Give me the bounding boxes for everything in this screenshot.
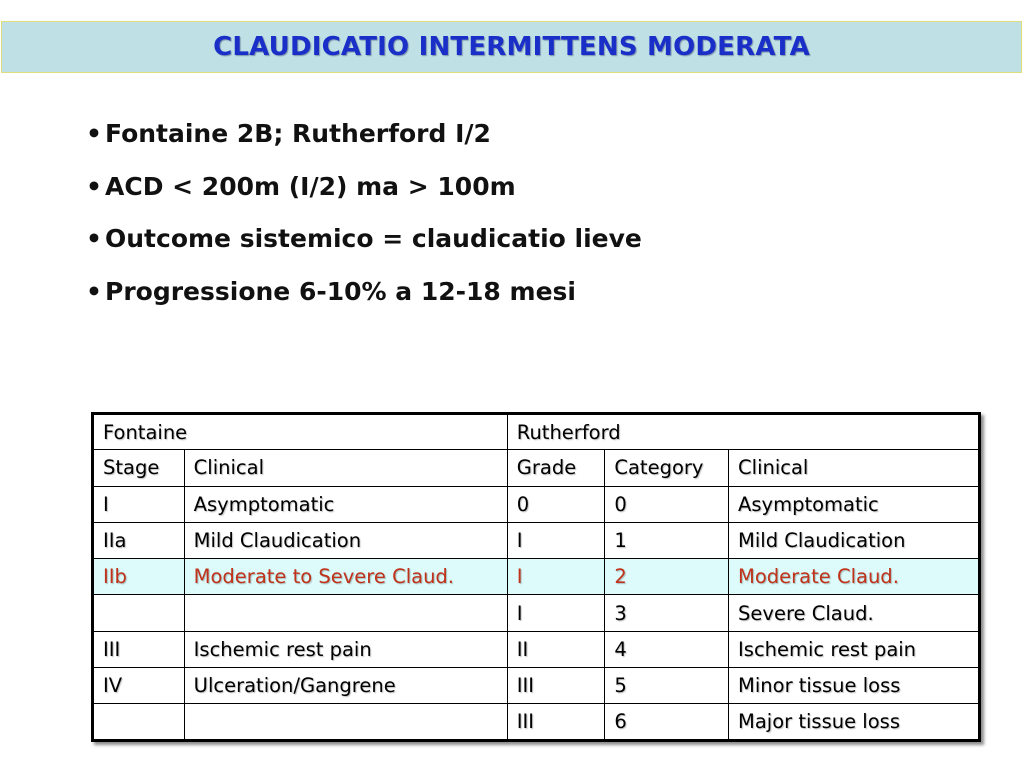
table-cell: III: [507, 704, 605, 740]
table-cell: Severe Claud.: [729, 595, 980, 631]
table-cell: Minor tissue loss: [729, 668, 980, 704]
table-row: [93, 522, 980, 558]
table-cell: 6: [605, 704, 729, 740]
classification-table: [91, 412, 981, 742]
table-cell: 0: [507, 486, 605, 522]
highlighted-table-row: [93, 559, 980, 595]
table-cell: 0: [605, 486, 729, 522]
bullet-item: [86, 270, 642, 323]
table-cell: [93, 595, 185, 631]
table-row: [93, 486, 980, 522]
table-row: [93, 704, 980, 740]
table-row: [93, 631, 980, 667]
table-cell: Mild Claudication: [184, 522, 507, 558]
slide-title: CLAUDICATIO INTERMITTENS MODERATA: [213, 32, 810, 62]
bullet-text: ACD < 200m (I/2) ma > 100m: [105, 171, 516, 201]
title-bar: [1, 21, 1022, 73]
table-cell: Ischemic rest pain: [184, 631, 507, 667]
rutherford-header: Rutherford: [507, 414, 979, 450]
column-header: Clinical: [184, 450, 507, 486]
table-cell: 4: [605, 631, 729, 667]
table-cell: Mild Claudication: [729, 522, 980, 558]
column-header: Category: [605, 450, 729, 486]
bullet-item: [86, 165, 642, 218]
table-cell: 2: [605, 559, 729, 595]
table-cell: I: [507, 559, 605, 595]
table-cell: [184, 704, 507, 740]
bullet-list: [86, 112, 642, 322]
table-cell: III: [93, 631, 185, 667]
bullet-marker: •: [86, 224, 102, 253]
table-cell: I: [507, 522, 605, 558]
table-cell: IIa: [93, 522, 185, 558]
bullet-marker: •: [86, 276, 102, 306]
table-row: [93, 668, 980, 704]
table-cell: Moderate Claud.: [729, 559, 980, 595]
bullet-item: [86, 112, 642, 165]
table-cell: Major tissue loss: [729, 704, 980, 740]
table-cell: [184, 595, 507, 631]
table-cell: 3: [605, 595, 729, 631]
group-header-row: [93, 414, 980, 450]
table-cell: Ischemic rest pain: [729, 631, 980, 667]
bullet-item: [86, 217, 642, 270]
bullet-text: Progressione 6-10% a 12-18 mesi: [105, 276, 576, 306]
table-row: [93, 595, 980, 631]
table-cell: I: [93, 486, 185, 522]
table-cell: Asymptomatic: [729, 486, 980, 522]
column-header-row: [93, 450, 980, 486]
table-cell: Ulceration/Gangrene: [184, 668, 507, 704]
column-header: Stage: [93, 450, 185, 486]
table-cell: IV: [93, 668, 185, 704]
bullet-text: Fontaine 2B; Rutherford I/2: [105, 119, 491, 148]
column-header: Clinical: [729, 450, 980, 486]
column-header: Grade: [507, 450, 605, 486]
table-cell: 5: [605, 668, 729, 704]
bullet-text: Outcome sistemico = claudicatio lieve: [105, 224, 642, 253]
bullet-marker: •: [86, 171, 102, 201]
fontaine-header: Fontaine: [93, 414, 508, 450]
table-cell: Asymptomatic: [184, 486, 507, 522]
table-cell: II: [507, 631, 605, 667]
bullet-marker: •: [86, 119, 102, 148]
table-cell: I: [507, 595, 605, 631]
table-cell: 1: [605, 522, 729, 558]
table-cell: III: [507, 668, 605, 704]
table-cell: IIb: [93, 559, 185, 595]
table-cell: Moderate to Severe Claud.: [184, 559, 507, 595]
table-cell: [93, 704, 185, 740]
